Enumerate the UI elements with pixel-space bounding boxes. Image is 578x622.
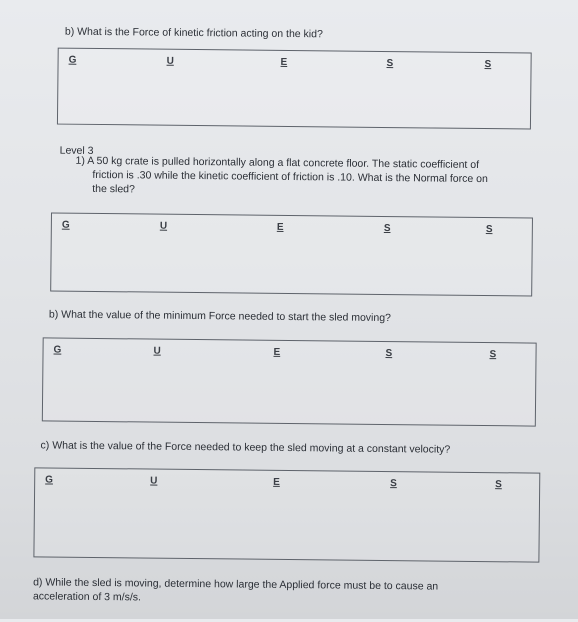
guess-header-e: E	[273, 346, 281, 358]
guess-header-s1: S	[383, 222, 391, 235]
question-2d	[33, 575, 553, 608]
guess-header-s1: S	[386, 58, 394, 70]
question-1b: b) What is the Force of kinetic friction acting on the kid?	[64, 25, 323, 41]
guess-header-e: E	[280, 56, 288, 68]
guess-header-u: U	[159, 220, 168, 232]
guess-header-g: G	[53, 344, 62, 356]
guess-header-g: G	[68, 54, 77, 66]
guess-box-1	[57, 48, 532, 130]
guess-header-g: G	[61, 219, 70, 231]
question-2b: b) What the value of the minimum Force needed to start the sled moving?	[48, 308, 391, 325]
guess-header-u: U	[150, 475, 158, 487]
guess-header-e: E	[276, 221, 284, 233]
level3-question-1-line2: friction is .30 while the kinetic coefficient of friction is .10. What is the Normal force on	[92, 168, 488, 186]
guess-header-s1: S	[390, 478, 397, 490]
guess-box-2	[50, 213, 533, 297]
guess-box-4	[33, 467, 540, 562]
level3-question-1	[75, 154, 535, 201]
guess-header-u: U	[166, 55, 174, 67]
level-heading: Level 3	[59, 144, 94, 157]
guess-box-3	[42, 337, 537, 426]
level3-question-1-line1: 1) A 50 kg crate is pulled horizontally along a flat concrete floor. The static coefficient of	[75, 154, 480, 171]
question-2d-line1: d) While the sled is moving, determine how large the Applied force must be to cause an	[33, 576, 439, 593]
question-2c: c) What is the value of the Force needed to keep the sled moving at a constant velocity?	[40, 439, 451, 456]
guess-header-e: E	[273, 476, 280, 488]
guess-header-s2: S	[485, 224, 493, 236]
guess-header-s2: S	[489, 349, 497, 361]
guess-header-s2: S	[484, 59, 492, 71]
level3-question-1-line3: the sled?	[92, 182, 135, 196]
guess-header-s2: S	[495, 479, 502, 491]
question-2d-line2: acceleration of 3 m/s/s.	[32, 590, 142, 604]
guess-header-u: U	[153, 345, 161, 357]
guess-header-s1: S	[385, 348, 393, 360]
guess-header-g: G	[45, 474, 54, 486]
